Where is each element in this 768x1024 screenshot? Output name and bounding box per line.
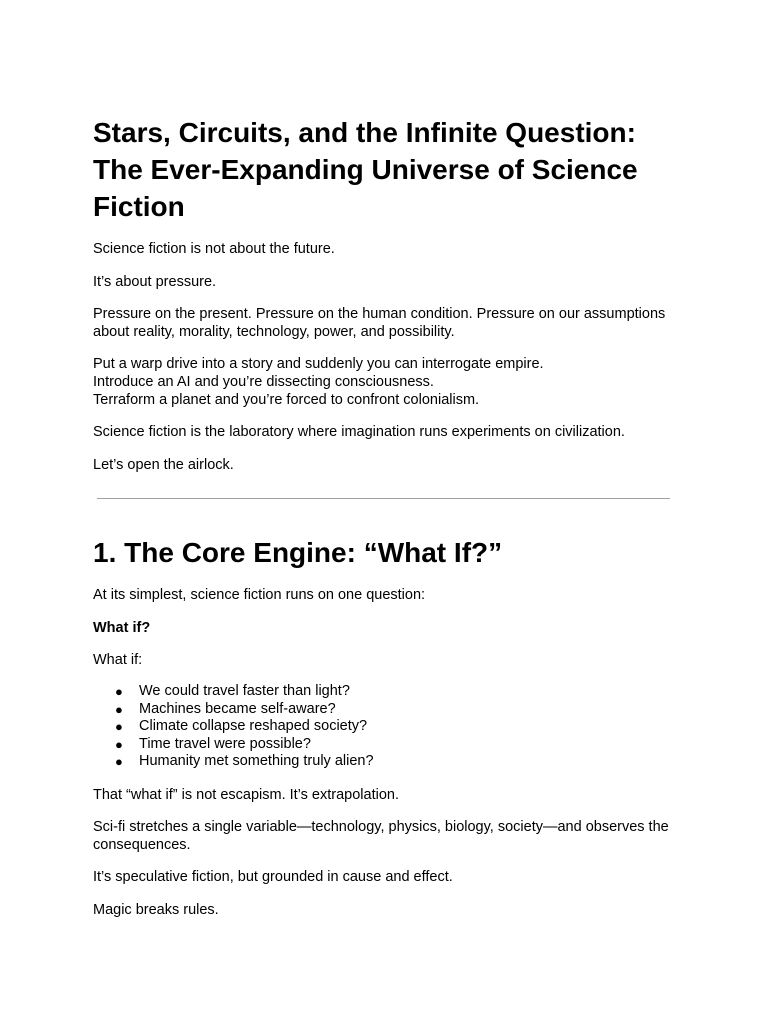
bullet-icon: ● — [115, 684, 123, 699]
list-item-text: Humanity met something truly alien? — [139, 753, 374, 770]
section-lead: At its simplest, science fiction runs on one question: — [93, 587, 426, 603]
list-item — [93, 718, 673, 736]
intro-line: Put a warp drive into a story and suddenly you can interrogate empire. — [93, 356, 544, 372]
section-divider — [97, 498, 670, 499]
article-title: Stars, Circuits, and the Infinite Question: The Ever-Expanding Universe of Science Fiction — [93, 117, 638, 222]
intro-line: Terraform a planet and you’re forced to confront colonialism. — [93, 392, 480, 408]
list-item — [93, 683, 673, 701]
list-intro: What if: — [93, 652, 143, 668]
section-heading: 1. The Core Engine: “What If?” — [93, 537, 503, 568]
what-if-list — [93, 683, 673, 771]
list-item — [93, 753, 673, 771]
bullet-icon: ● — [115, 719, 123, 735]
intro-paragraph: Science fiction is the laboratory where imagination runs experiments on civilization. — [93, 424, 625, 440]
list-item-text: Climate collapse reshaped society? — [139, 718, 368, 735]
list-item — [93, 736, 673, 754]
section-paragraph: Magic breaks rules. — [93, 902, 219, 918]
section-paragraph: Sci-fi stretches a single variable—technology, physics, biology, society—and observes the consequences. — [93, 819, 669, 853]
intro-paragraph: Let’s open the airlock. — [93, 457, 234, 473]
bullet-icon: ● — [115, 754, 123, 770]
bullet-icon: ● — [115, 701, 123, 717]
bullet-icon: ● — [115, 736, 123, 752]
section-question: What if? — [93, 620, 151, 636]
section-paragraph: It’s speculative fiction, but grounded in cause and effect. — [93, 869, 453, 885]
section-paragraph: That “what if” is not escapism. It’s extrapolation. — [93, 787, 399, 803]
list-item-text: Machines became self-aware? — [139, 700, 336, 717]
intro-paragraph: Science fiction is not about the future. — [93, 241, 335, 257]
intro-line: Introduce an AI and you’re dissecting consciousness. — [93, 374, 434, 390]
list-item-text: We could travel faster than light? — [139, 683, 350, 699]
intro-paragraph: Pressure on the present. Pressure on the human condition. Pressure on our assumptions about reality, morality, technology, power, and possibility. — [93, 306, 666, 340]
intro-paragraph: It’s about pressure. — [93, 274, 217, 290]
list-item-text: Time travel were possible? — [139, 735, 311, 752]
list-item — [93, 701, 673, 719]
